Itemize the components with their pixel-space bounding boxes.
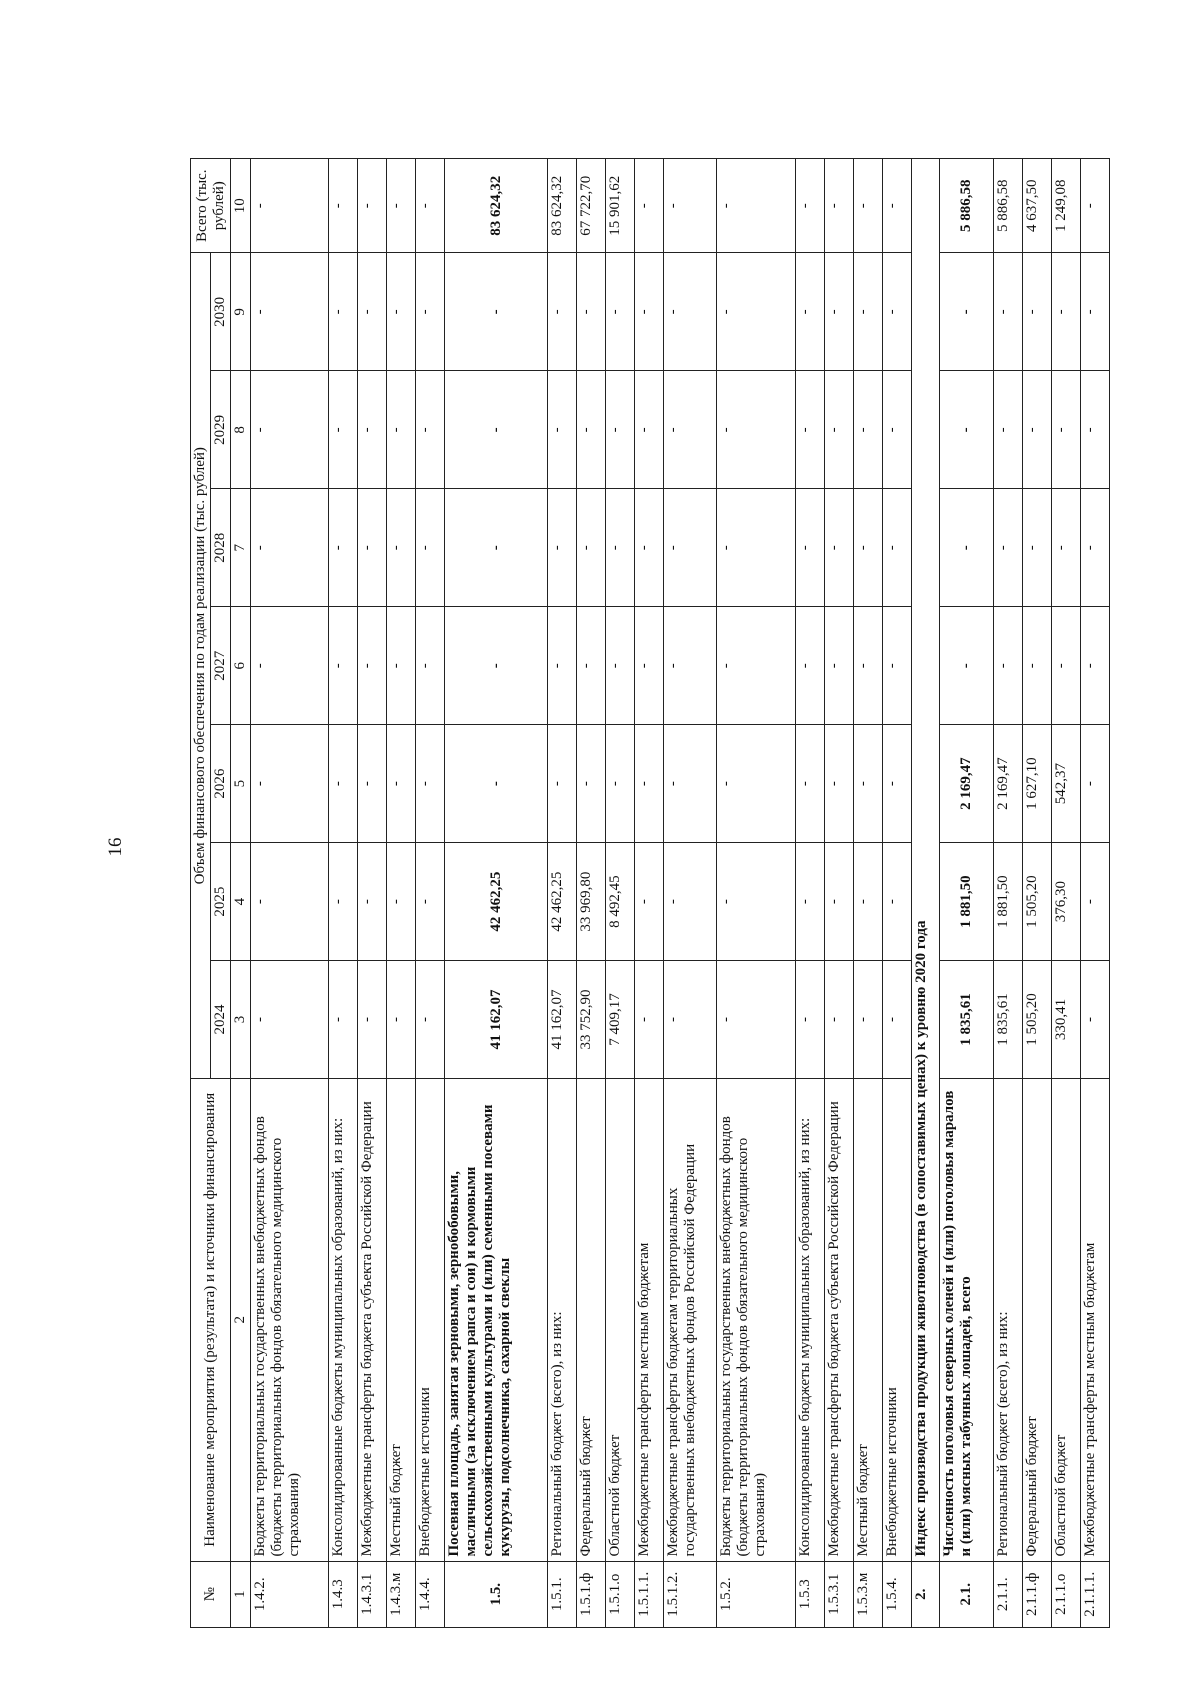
row-name: Бюджеты территориальных государственных внебюджетных фондов (бюджеты территориальных фондов обязательного медицинского страхования) <box>251 1079 329 1562</box>
row-year-value: - <box>387 253 416 371</box>
row-year-value: - <box>605 607 634 725</box>
row-number: 1.4.2. <box>251 1561 329 1627</box>
row-year-value: - <box>576 371 605 489</box>
row-year-value: - <box>387 843 416 961</box>
table-row <box>1080 159 1109 1628</box>
row-name: Региональный бюджет (всего), из них: <box>547 1079 576 1562</box>
row-year-value: - <box>358 843 387 961</box>
row-year-value: - <box>853 961 882 1079</box>
row-year-value: - <box>605 725 634 843</box>
row-year-value: - <box>853 725 882 843</box>
row-year-value: - <box>251 489 329 607</box>
row-year-value: - <box>717 843 795 961</box>
row-year-value: - <box>717 253 795 371</box>
row-year-value: - <box>663 725 717 843</box>
row-year-value: 1 835,61 <box>994 961 1023 1079</box>
row-year-value: - <box>1023 607 1052 725</box>
row-total: - <box>795 159 824 253</box>
row-year-value: - <box>251 607 329 725</box>
row-number: 1.5.1.1. <box>634 1561 663 1627</box>
row-number: 1.4.4. <box>416 1561 445 1627</box>
row-number: 1.5.3 <box>795 1561 824 1627</box>
row-total: - <box>387 159 416 253</box>
row-name: Местный бюджет <box>387 1079 416 1562</box>
row-year-value: - <box>251 371 329 489</box>
row-year-value: - <box>824 607 853 725</box>
row-year-value: - <box>1052 489 1081 607</box>
row-year-value: - <box>251 961 329 1079</box>
row-number: 1.5.1.ф <box>576 1561 605 1627</box>
row-year-value: - <box>882 371 911 489</box>
row-year-value: - <box>882 843 911 961</box>
row-number: 1.5.2. <box>717 1561 795 1627</box>
row-year-value: - <box>251 725 329 843</box>
row-total: - <box>824 159 853 253</box>
row-year-value: - <box>717 607 795 725</box>
row-year-value: - <box>663 371 717 489</box>
table-row <box>824 159 853 1628</box>
row-name: Межбюджетные трансферты бюджета субъекта Российской Федерации <box>358 1079 387 1562</box>
row-year-value: - <box>445 371 548 489</box>
row-total: 1 249,08 <box>1052 159 1081 253</box>
row-year-value: - <box>358 253 387 371</box>
row-year-value: - <box>853 371 882 489</box>
row-year-value: - <box>882 961 911 1079</box>
row-number: 2.1.1.о <box>1052 1561 1081 1627</box>
row-year-value: - <box>251 253 329 371</box>
row-year-value: - <box>547 725 576 843</box>
row-number: 1.5.4. <box>882 1561 911 1627</box>
row-name: Индекс производства продукции животноводства (в сопоставимых ценах) к уровню 2020 года <box>911 159 940 1562</box>
row-year-value: - <box>717 489 795 607</box>
row-year-value: 1 835,61 <box>940 961 994 1079</box>
row-name: Федеральный бюджет <box>1023 1079 1052 1562</box>
row-name: Внебюджетные источники <box>882 1079 911 1562</box>
row-year-value: - <box>994 489 1023 607</box>
header-col-no: № <box>191 1561 231 1627</box>
row-year-value: - <box>634 371 663 489</box>
row-year-value: - <box>416 961 445 1079</box>
row-number: 2. <box>911 1561 940 1627</box>
row-year-value: - <box>882 253 911 371</box>
row-year-value: - <box>329 489 358 607</box>
row-year-value: - <box>1052 607 1081 725</box>
header-column-number: 3 <box>231 961 251 1079</box>
header-column-number: 1 <box>231 1561 251 1627</box>
financing-table <box>190 158 1110 1628</box>
row-year-value: - <box>634 725 663 843</box>
row-year-value: - <box>853 489 882 607</box>
header-year: 2028 <box>211 489 231 607</box>
row-total: 5 886,58 <box>940 159 994 253</box>
row-number: 1.5.3.1 <box>824 1561 853 1627</box>
row-year-value: - <box>824 961 853 1079</box>
row-year-value: - <box>547 371 576 489</box>
row-total: 5 886,58 <box>994 159 1023 253</box>
row-name: Межбюджетные трансферты бюджета субъекта Российской Федерации <box>824 1079 853 1562</box>
row-year-value: - <box>940 607 994 725</box>
row-year-value: - <box>1023 253 1052 371</box>
row-year-value: - <box>1080 961 1109 1079</box>
row-year-value: - <box>1080 253 1109 371</box>
row-year-value: - <box>445 607 548 725</box>
row-year-value: 542,37 <box>1052 725 1081 843</box>
row-total: - <box>853 159 882 253</box>
row-year-value: - <box>387 725 416 843</box>
row-year-value: 7 409,17 <box>605 961 634 1079</box>
table-row <box>994 159 1023 1628</box>
row-year-value: - <box>634 961 663 1079</box>
row-year-value: 2 169,47 <box>940 725 994 843</box>
row-year-value: - <box>416 843 445 961</box>
row-year-value: - <box>416 489 445 607</box>
row-year-value: - <box>634 489 663 607</box>
row-year-value: - <box>795 961 824 1079</box>
table-row <box>1052 159 1081 1628</box>
row-year-value: - <box>1052 371 1081 489</box>
row-year-value: - <box>1023 371 1052 489</box>
row-year-value: - <box>605 253 634 371</box>
header-year: 2024 <box>211 961 231 1079</box>
row-year-value: - <box>853 253 882 371</box>
row-number: 1.5.1. <box>547 1561 576 1627</box>
row-name: Федеральный бюджет <box>576 1079 605 1562</box>
table-row <box>940 159 994 1628</box>
row-year-value: 42 462,25 <box>445 843 548 961</box>
row-year-value: - <box>634 607 663 725</box>
row-year-value: - <box>882 725 911 843</box>
row-year-value: - <box>824 489 853 607</box>
row-year-value: - <box>445 725 548 843</box>
row-year-value: - <box>1052 253 1081 371</box>
table-row <box>576 159 605 1628</box>
row-year-value: - <box>1080 371 1109 489</box>
table-row <box>1023 159 1052 1628</box>
row-name: Консолидированные бюджеты муниципальных образований, из них: <box>795 1079 824 1562</box>
row-year-value: - <box>329 843 358 961</box>
row-total: 67 722,70 <box>576 159 605 253</box>
row-number: 1.5.1.2. <box>663 1561 717 1627</box>
row-year-value: - <box>416 607 445 725</box>
rotated-table-container <box>190 158 1110 1628</box>
row-year-value: - <box>634 843 663 961</box>
row-name: Местный бюджет <box>853 1079 882 1562</box>
row-year-value: 33 969,80 <box>576 843 605 961</box>
table-row <box>717 159 795 1628</box>
table-row <box>795 159 824 1628</box>
header-year: 2025 <box>211 843 231 961</box>
row-number: 1.4.3.м <box>387 1561 416 1627</box>
row-year-value: - <box>576 253 605 371</box>
row-year-value: - <box>329 371 358 489</box>
row-year-value: - <box>1023 489 1052 607</box>
row-year-value: 330,41 <box>1052 961 1081 1079</box>
row-number: 1.5.1.о <box>605 1561 634 1627</box>
row-total: 83 624,32 <box>547 159 576 253</box>
row-year-value: - <box>634 253 663 371</box>
row-year-value: - <box>358 607 387 725</box>
table-row <box>911 159 940 1628</box>
row-year-value: - <box>329 961 358 1079</box>
table-body <box>251 159 1110 1628</box>
table-row <box>634 159 663 1628</box>
row-year-value: 41 162,07 <box>547 961 576 1079</box>
row-year-value: 42 462,25 <box>547 843 576 961</box>
table-row <box>547 159 576 1628</box>
row-total: - <box>329 159 358 253</box>
row-year-value: - <box>853 607 882 725</box>
table-row <box>358 159 387 1628</box>
row-year-value: - <box>663 253 717 371</box>
row-total: - <box>1080 159 1109 253</box>
row-name: Посевная площадь, занятая зерновыми, зернобобовыми, масличными (за исключением рапса и сои) и кормовыми сельскохозяйственными культурами и (или) семенными посевами кукурузы, подсолнечника, сахарной свеклы <box>445 1079 548 1562</box>
row-year-value: - <box>663 961 717 1079</box>
row-year-value: 2 169,47 <box>994 725 1023 843</box>
row-year-value: - <box>358 961 387 1079</box>
row-year-value: - <box>547 607 576 725</box>
header-column-number: 6 <box>231 607 251 725</box>
row-year-value: - <box>795 843 824 961</box>
row-total: - <box>358 159 387 253</box>
row-number: 1.5. <box>445 1561 548 1627</box>
row-name: Областной бюджет <box>1052 1079 1081 1562</box>
row-year-value: - <box>251 843 329 961</box>
header-col-volume: Объем финансового обеспечения по годам реализации (тыс. рублей) <box>191 253 211 1079</box>
row-total: 4 637,50 <box>1023 159 1052 253</box>
header-year: 2027 <box>211 607 231 725</box>
row-number: 1.5.3.м <box>853 1561 882 1627</box>
row-year-value: - <box>882 607 911 725</box>
row-year-value: - <box>605 371 634 489</box>
row-year-value: - <box>387 371 416 489</box>
row-year-value: - <box>717 371 795 489</box>
header-column-numbers-row <box>231 159 251 1628</box>
row-year-value: 8 492,45 <box>605 843 634 961</box>
row-year-value: - <box>576 725 605 843</box>
row-total: 83 624,32 <box>445 159 548 253</box>
row-number: 1.4.3 <box>329 1561 358 1627</box>
row-total: 15 901,62 <box>605 159 634 253</box>
row-year-value: - <box>329 253 358 371</box>
table-row <box>251 159 329 1628</box>
row-year-value: - <box>882 489 911 607</box>
header-column-number: 5 <box>231 725 251 843</box>
row-year-value: - <box>940 371 994 489</box>
row-year-value: - <box>547 489 576 607</box>
row-year-value: - <box>994 253 1023 371</box>
row-number: 1.4.3.1 <box>358 1561 387 1627</box>
row-name: Бюджеты территориальных государственных внебюджетных фондов (бюджеты территориальных фондов обязательного медицинского страхования) <box>717 1079 795 1562</box>
row-name: Межбюджетные трансферты местным бюджетам <box>634 1079 663 1562</box>
row-year-value: - <box>663 489 717 607</box>
row-year-value: - <box>795 371 824 489</box>
row-year-value: 1 505,20 <box>1023 961 1052 1079</box>
row-year-value: - <box>663 843 717 961</box>
row-year-value: 1 505,20 <box>1023 843 1052 961</box>
table-row <box>853 159 882 1628</box>
row-year-value: - <box>795 607 824 725</box>
row-year-value: 376,30 <box>1052 843 1081 961</box>
row-year-value: 1 881,50 <box>994 843 1023 961</box>
row-year-value: - <box>416 253 445 371</box>
row-name: Межбюджетные трансферты бюджетам территориальных государственных внебюджетных фондов Российской Федерации <box>663 1079 717 1562</box>
header-year: 2029 <box>211 371 231 489</box>
row-year-value: - <box>547 253 576 371</box>
header-column-number: 7 <box>231 489 251 607</box>
row-total: - <box>416 159 445 253</box>
row-year-value: - <box>329 607 358 725</box>
row-year-value: - <box>1080 725 1109 843</box>
row-number: 2.1.1. <box>994 1561 1023 1627</box>
header-column-number: 10 <box>231 159 251 253</box>
page-number: 16 <box>105 837 126 857</box>
row-year-value: - <box>1080 489 1109 607</box>
row-year-value: - <box>940 253 994 371</box>
row-year-value: 41 162,07 <box>445 961 548 1079</box>
row-number: 2.1.1.1. <box>1080 1561 1109 1627</box>
header-year: 2030 <box>211 253 231 371</box>
row-year-value: - <box>940 489 994 607</box>
table-row <box>663 159 717 1628</box>
header-column-number: 4 <box>231 843 251 961</box>
row-year-value: - <box>387 607 416 725</box>
row-year-value: - <box>576 489 605 607</box>
table-row <box>882 159 911 1628</box>
row-year-value: - <box>445 489 548 607</box>
row-year-value: - <box>663 607 717 725</box>
row-year-value: - <box>1080 843 1109 961</box>
row-year-value: - <box>824 843 853 961</box>
row-year-value: 1 881,50 <box>940 843 994 961</box>
row-year-value: - <box>994 371 1023 489</box>
row-year-value: - <box>717 725 795 843</box>
row-year-value: - <box>824 371 853 489</box>
row-year-value: - <box>445 253 548 371</box>
header-col-total: Всего (тыс. рублей) <box>191 159 231 253</box>
header-column-number: 8 <box>231 371 251 489</box>
row-year-value: - <box>358 371 387 489</box>
row-year-value: 1 627,10 <box>1023 725 1052 843</box>
row-year-value: - <box>853 843 882 961</box>
row-name: Внебюджетные источники <box>416 1079 445 1562</box>
row-year-value: 33 752,90 <box>576 961 605 1079</box>
row-name: Консолидированные бюджеты муниципальных образований, из них: <box>329 1079 358 1562</box>
row-year-value: - <box>605 489 634 607</box>
row-name: Численность поголовья северных оленей и (или) поголовья маралов и (или) мясных табунных лошадей, всего <box>940 1079 994 1562</box>
table-row <box>605 159 634 1628</box>
row-total: - <box>882 159 911 253</box>
row-name: Региональный бюджет (всего), из них: <box>994 1079 1023 1562</box>
row-year-value: - <box>795 725 824 843</box>
row-year-value: - <box>416 725 445 843</box>
row-year-value: - <box>717 961 795 1079</box>
row-name: Областной бюджет <box>605 1079 634 1562</box>
table-row <box>445 159 548 1628</box>
table-row <box>416 159 445 1628</box>
row-total: - <box>634 159 663 253</box>
row-year-value: - <box>824 725 853 843</box>
row-year-value: - <box>416 371 445 489</box>
header-column-number: 9 <box>231 253 251 371</box>
row-total: - <box>251 159 329 253</box>
row-year-value: - <box>387 961 416 1079</box>
row-year-value: - <box>994 607 1023 725</box>
header-column-number: 2 <box>231 1079 251 1562</box>
row-year-value: - <box>358 489 387 607</box>
row-number: 2.1.1.ф <box>1023 1561 1052 1627</box>
header-col-name: Наименование мероприятия (результата) и источники финансирования <box>191 1079 231 1562</box>
row-year-value: - <box>795 253 824 371</box>
row-year-value: - <box>329 725 358 843</box>
header-year: 2026 <box>211 725 231 843</box>
header-row-1 <box>191 159 211 1628</box>
row-year-value: - <box>358 725 387 843</box>
row-year-value: - <box>387 489 416 607</box>
table-row <box>329 159 358 1628</box>
row-total: - <box>717 159 795 253</box>
row-total: - <box>663 159 717 253</box>
row-year-value: - <box>1080 607 1109 725</box>
table-row <box>387 159 416 1628</box>
row-year-value: - <box>795 489 824 607</box>
row-year-value: - <box>576 607 605 725</box>
row-number: 2.1. <box>940 1561 994 1627</box>
row-year-value: - <box>824 253 853 371</box>
row-name: Межбюджетные трансферты местным бюджетам <box>1080 1079 1109 1562</box>
